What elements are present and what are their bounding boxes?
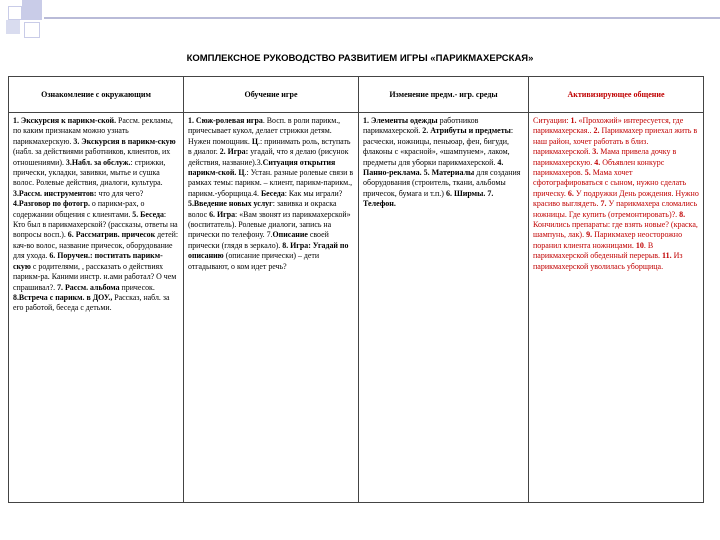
text-segment: : расчески, ножницы, пеньюар, фен, бигуди, флаконы с «красной», «шампунем», лаком, предметы для уборки парикмахерской.	[363, 126, 514, 167]
column-header: Изменение предм.- игр. среды	[359, 77, 529, 113]
text-segment: своей прически (глядя в зеркало).	[188, 230, 329, 250]
text-segment: 5. Беседа	[132, 209, 164, 219]
text-segment: Ц	[251, 136, 258, 146]
text-segment: 7. Рассм. альбома	[57, 282, 120, 292]
text-segment: 2. Игра:	[219, 147, 249, 157]
text-segment: У подружки День рождения. Нужно красиво выглядеть.	[533, 188, 699, 209]
text-segment: Ситуации:	[533, 116, 571, 125]
cell-activating-communication	[529, 113, 704, 503]
text-segment: 1.	[570, 116, 577, 125]
text-segment: Кончились препараты: где взять новые? (краска, шампунь, лак).	[533, 220, 698, 240]
cell-environment-change	[359, 113, 529, 503]
text-segment: 2.	[593, 126, 600, 136]
text-segment: 3.Рассм. инструментов:	[13, 188, 97, 198]
column-header: Обучение игре	[184, 77, 359, 113]
text-segment: 1. Элементы одежды	[363, 116, 438, 125]
decor-square	[22, 0, 42, 20]
decorative-header	[0, 0, 720, 42]
text-segment: 6.	[567, 188, 574, 198]
page-title: КОМПЛЕКСНОЕ РУКОВОДСТВО РАЗВИТИЕМ ИГРЫ «ПАРИКМАХЕРСКАЯ»	[186, 53, 534, 64]
text-segment: о парикм-рах, о содержании общения с клиентами.	[13, 199, 145, 219]
text-segment: Рассказ, набл. за его работой, беседа с детьми.	[13, 292, 170, 313]
text-segment: 3.	[592, 147, 599, 157]
text-segment: Описание	[272, 230, 308, 240]
text-segment: «Прохожий» интересуется, где парикмахерская..	[533, 116, 684, 136]
text-segment: Мама хочет сфотографироваться с сыном, нужно сделать прическу.	[533, 168, 687, 198]
text-segment: .: принимать роль, вступать в диалог.	[188, 136, 351, 157]
text-segment: (набл. за действиями работников, клиентов, их отношениями).	[13, 147, 171, 167]
text-segment: : «Вам звонят из парикмахерской» (воспитатель). Ролевые диалоги, запись на прически по телефону. 7.	[188, 209, 351, 240]
text-segment: 6. Ширмы. 7. Телефон.	[363, 188, 494, 209]
text-segment: . В парикмахерской обеденный перерыв.	[533, 240, 663, 261]
text-segment: Парикмахер неосторожно поранил клиента ножницами.	[533, 230, 683, 250]
text-segment: что для чего?	[96, 188, 144, 198]
text-segment: 4. Панно-реклама.	[363, 157, 504, 178]
text-segment: причесок.	[119, 282, 155, 292]
text-segment: 8.Встреча с парикм. в ДОУ.,	[13, 292, 113, 302]
text-segment: 5.Введение новых услуг	[188, 199, 273, 209]
text-segment: 6. Игра	[209, 209, 236, 219]
text-segment: 8.	[679, 209, 686, 219]
text-segment: 4.Разговор по фотогр.	[13, 199, 90, 209]
text-segment: 10	[635, 240, 644, 250]
text-segment: 4.	[594, 157, 601, 167]
text-segment: для создания оборудования (строитель, ткани, альбомы причесок, бумага и т.п.)	[363, 168, 521, 198]
text-segment: 2. Атрибуты и предметы	[422, 126, 511, 136]
text-segment: .: Устан. разные ролевые связи в рамках темы: парикм. – клиент, парикм-парикм., парикм.-уборщица.4.	[188, 168, 354, 198]
text-segment: работников парикмахерской.	[363, 116, 479, 136]
column-header: Активизирующее общение	[529, 77, 704, 113]
text-segment: 6. Поручен.: поститать парикм-скую	[13, 251, 163, 271]
cell-environment	[9, 113, 184, 503]
text-segment: детей: кач-во волос, название причесок, оборудование для ухода.	[13, 230, 179, 261]
text-segment: с родителями, , рассказать о действиях парикм-ра. Каними инстр. н.ами работал? О чем спрашивал?.	[13, 261, 177, 292]
text-segment: 6. Рассматрив. причесок	[67, 230, 156, 240]
table-row	[9, 113, 704, 503]
decor-square	[24, 22, 40, 38]
text-segment: угадай, что я делаю (рисунок действия, название).3.	[188, 147, 349, 167]
text-segment: : Как мы играли?	[284, 188, 343, 198]
text-segment: . Восп. в роли парикм., причесывает кукол, делает стрижки детям. Нужен помощник.	[188, 116, 341, 146]
text-segment: 11.	[662, 251, 672, 261]
text-segment: (описание прически) – дети отгадывают, о ком идет речь?	[188, 251, 320, 271]
text-segment: 1. Сюж-ролевая игра	[188, 116, 263, 125]
text-segment: Беседа	[260, 188, 285, 198]
text-segment: 3.Набл. за обслуж.	[65, 157, 131, 167]
text-segment: 7.	[600, 199, 607, 209]
text-segment: 9.	[586, 230, 593, 240]
text-segment: : Кто был в парикмахерской? (рассказы, ответы на вопросы восп.).	[13, 209, 178, 240]
text-segment: У парикмахера сломались ножницы. Где купить (отремонтировать)?.	[533, 199, 698, 219]
text-segment: : стрижки, прически, укладки, завивки, мытье и сушка волос. Ролевые действия, диалоги, культура.	[13, 157, 166, 188]
text-segment: 5.	[584, 168, 591, 178]
text-segment: 8. Игра: Угадай по описанию	[188, 240, 349, 261]
cell-game-training	[184, 113, 359, 503]
text-segment: Объявлен конкурс парикмахеров.	[533, 157, 665, 178]
text-segment: 3. Экскурсия в парикм-скую	[73, 136, 176, 146]
table-header-row	[9, 77, 704, 113]
decor-square	[6, 20, 20, 34]
text-segment: Ситуация открытия парикм-ской. Ц	[188, 157, 336, 178]
guide-table	[8, 76, 704, 503]
text-segment: Рассм. рекламы, по каким признакам можно узнать парикмахерскую.	[13, 116, 173, 146]
decor-bar	[44, 17, 720, 19]
column-header: Ознакомление с окружающим	[9, 77, 184, 113]
text-segment: 1. Экскурсия к парикм-ской.	[13, 116, 119, 125]
text-segment: Мама привела дочку в парикмахерскую.	[533, 147, 677, 167]
text-segment: Парикмахер приехал жить в наш район, хочет работать в близ. парикмахерской.	[533, 126, 698, 157]
decor-square	[8, 6, 22, 20]
text-segment: Из парикмахерской уволилась уборщица.	[533, 251, 683, 271]
text-segment: 5. Материалы	[423, 168, 475, 178]
text-segment: : завивка и окраска волос	[188, 199, 337, 219]
